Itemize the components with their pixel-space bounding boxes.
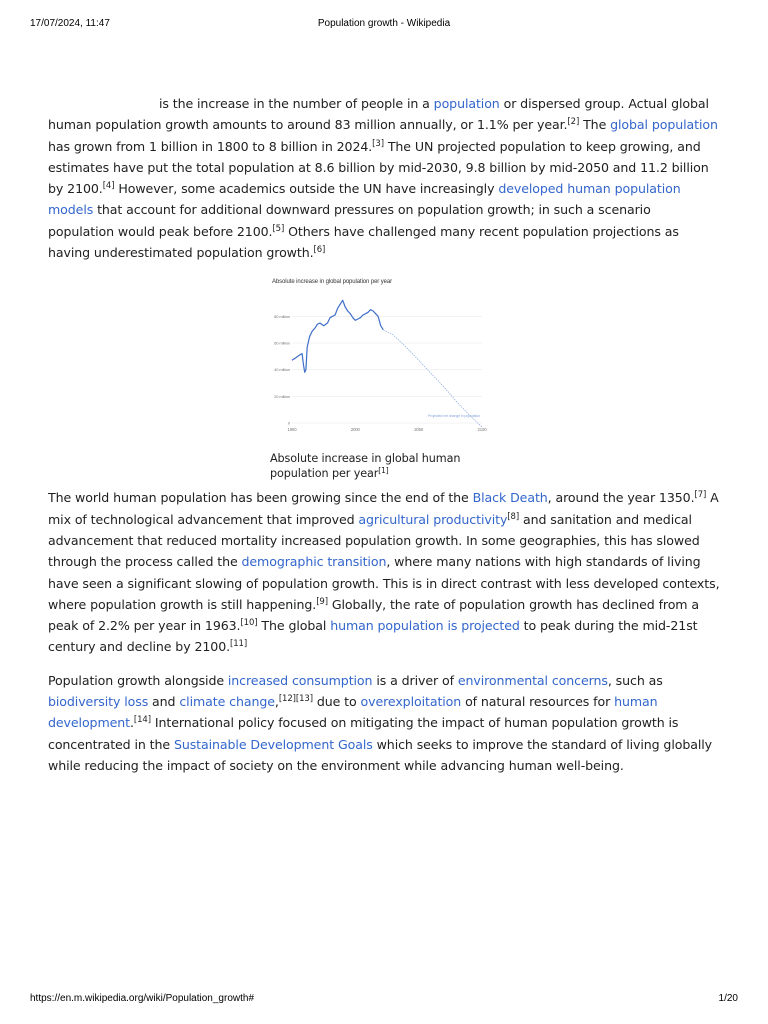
wiki-link[interactable]: increased consumption	[227, 672, 373, 688]
reference-link[interactable]: [2]	[567, 117, 580, 128]
reference-link[interactable]: [12][13]	[278, 694, 313, 705]
paragraph-intro-text	[48, 96, 718, 260]
text-run: of natural resources for	[461, 694, 615, 710]
wiki-link[interactable]: Black Death	[472, 490, 548, 506]
print-header	[0, 18, 768, 32]
text-run: Globally, the rate of population growth has declined from a peak of 2.2% per year in 1963.	[48, 596, 699, 634]
text-run: However, some academics outside the UN have increasingly	[114, 181, 499, 197]
wiki-link[interactable]: overexploitation	[360, 694, 462, 710]
chart-background	[270, 275, 500, 445]
reference-link[interactable]: [8]	[507, 511, 520, 522]
wiki-link[interactable]: population	[433, 96, 500, 111]
text-run: is a driver of	[372, 672, 458, 688]
print-url: https://en.m.wikipedia.org/wiki/Population_growth#	[30, 993, 255, 1004]
reference-link[interactable]: [3]	[372, 138, 384, 149]
reference-link[interactable]: [11]	[230, 639, 248, 650]
paragraph-history	[48, 487, 720, 657]
caption-text: Absolute increase in global human population per year	[270, 452, 461, 481]
y-tick-label: 80 million	[274, 314, 290, 320]
text-run: The UN projected population to keep growing, and estimates have put the total population at 8.6 billion by mid-2030, 9.8 billion by mid-2050 and 11.2 billion by 2100.	[48, 138, 709, 197]
y-tick-label: 20 million	[274, 394, 290, 400]
reference-link[interactable]: [10]	[240, 618, 258, 629]
x-tick-label: 2050	[414, 427, 424, 433]
text-run: Population growth alongside	[48, 672, 228, 688]
text-run: or dispersed group. Actual global human population growth amounts to around 83 million annually, or 1.1% per year.	[48, 96, 709, 133]
y-tick-label: 60 million	[274, 340, 290, 346]
paragraph-environment	[48, 670, 720, 776]
reference-link[interactable]: [5]	[272, 223, 285, 234]
x-tick-label: 2100	[477, 427, 487, 433]
series-label: Projected net change in population	[428, 414, 480, 419]
population-increase-chart	[270, 275, 500, 445]
text-run: .	[129, 715, 134, 731]
wiki-link[interactable]: Sustainable Development Goals	[173, 736, 373, 752]
paragraph-environment-text	[48, 673, 712, 773]
reference-link[interactable]: [14]	[133, 715, 151, 726]
print-footer	[0, 993, 768, 1007]
text-run: A mix of technological advancement that improved	[48, 490, 719, 527]
y-tick-label: 0	[287, 420, 290, 426]
text-run: that account for additional downward pressures on population growth; in such a scenario population would peak before 2100.	[48, 202, 651, 239]
reference-link[interactable]: [6]	[313, 245, 326, 256]
text-run: ,	[274, 694, 279, 710]
wiki-link[interactable]: human population is projected	[330, 618, 520, 634]
x-tick-label: 1950	[287, 427, 297, 433]
reference-link[interactable]: [4]	[102, 181, 115, 192]
print-datetime: 17/07/2024, 11:47	[30, 18, 110, 29]
reference-link[interactable]: [7]	[694, 490, 707, 501]
figure-caption	[270, 451, 506, 481]
chart-title: Absolute increase in global population per year	[272, 279, 393, 286]
text-run: has grown from 1 billion in 1800 to 8 billion in 2024.	[48, 138, 373, 154]
text-run: Others have challenged many recent population projections as having underestimated population growth.	[48, 223, 679, 261]
text-run: The world human population has been growing since the end of the	[48, 490, 473, 506]
text-run: which seeks to improve the standard of living globally while reducing the impact of society on the environment while advancing human well-being.	[48, 736, 712, 773]
text-run: International policy focused on mitigating the impact of human population growth is concentrated in the	[48, 715, 679, 752]
wiki-link[interactable]: global population	[610, 117, 718, 133]
wiki-link[interactable]: biodiversity loss	[48, 694, 149, 710]
paragraph-history-text	[48, 490, 719, 654]
wiki-link[interactable]: demographic transition	[241, 554, 387, 570]
wiki-link[interactable]: developed human population models	[48, 181, 681, 218]
paragraph-intro	[48, 93, 720, 263]
print-page-title: Population growth - Wikipedia	[317, 18, 451, 29]
y-tick-label: 40 million	[274, 367, 290, 373]
wiki-link[interactable]: agricultural productivity	[358, 511, 508, 527]
text-run: The	[579, 117, 611, 133]
text-run: and	[148, 694, 180, 710]
text-run: due to	[312, 694, 361, 710]
chart-container	[270, 275, 500, 445]
figure-population-increase	[270, 275, 500, 481]
wiki-link[interactable]: human development	[48, 694, 658, 731]
reference-link[interactable]: [9]	[316, 596, 328, 607]
caption-ref: [1]	[378, 466, 389, 476]
text-run: , where many nations with high standards of living have seen a significant slowing of population growth. This is in direct contrast with less developed contexts, where population growth is still happening.	[48, 554, 720, 612]
text-run: The global	[257, 618, 331, 634]
text-run: , such as	[607, 672, 663, 688]
text-run: and sanitation and medical advancement that reduced mortality increased population growth. In some geographies, this has slowed through the process called the	[48, 511, 700, 570]
wiki-link[interactable]: environmental concerns	[457, 672, 608, 688]
x-tick-label: 2000	[350, 427, 360, 433]
print-page-number: 1/20	[718, 993, 738, 1004]
article-body	[48, 93, 720, 788]
text-run: to peak during the mid-21st century and decline by 2100.	[48, 618, 698, 655]
wiki-link[interactable]: climate change	[179, 694, 275, 710]
text-run: , around the year 1350.	[547, 490, 695, 506]
text-run: is the increase in the number of people in a	[159, 96, 434, 111]
